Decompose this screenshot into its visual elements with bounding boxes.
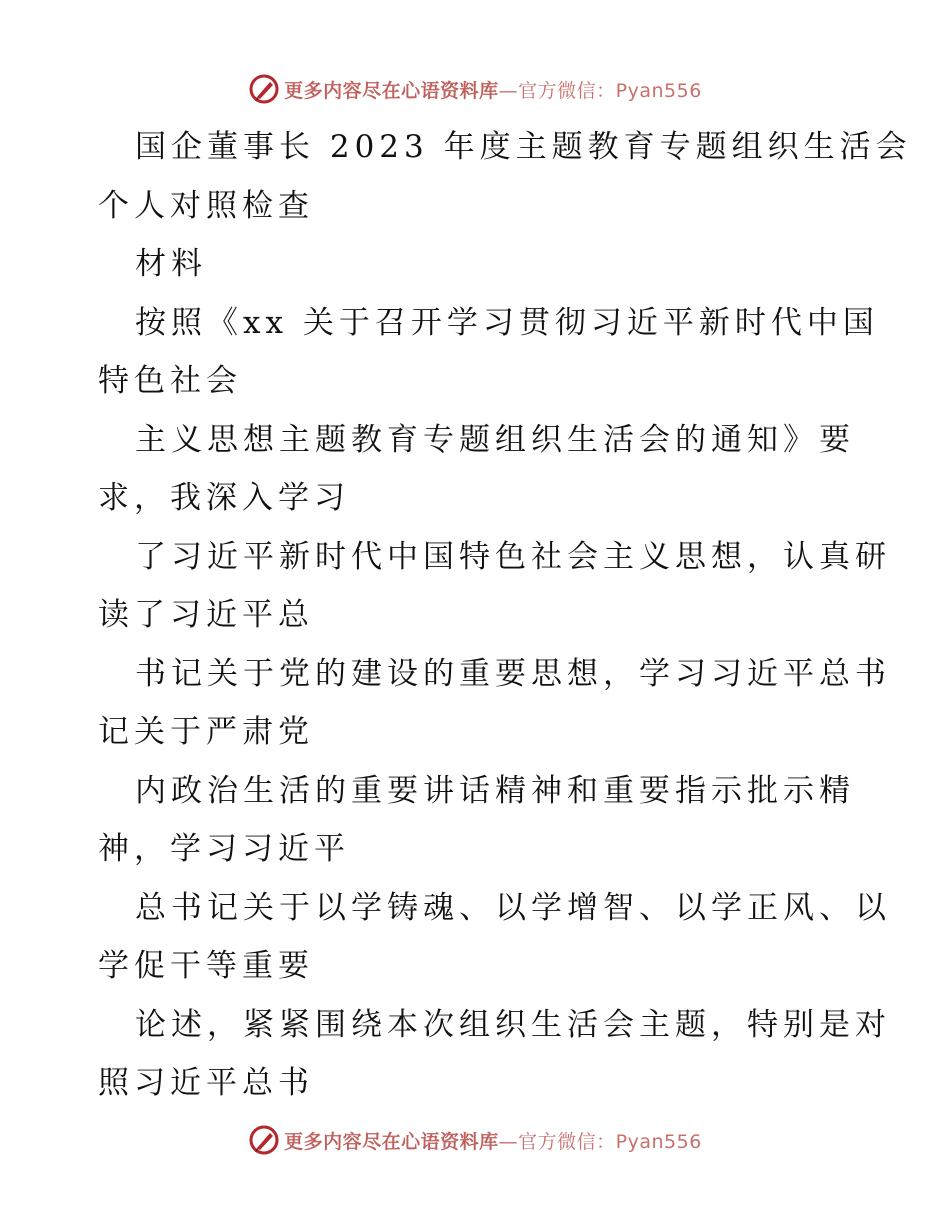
footer-site-text: 更多内容尽在心语资料库: [284, 1130, 499, 1153]
document-line: 求，我深入学习: [98, 480, 350, 516]
quill-logo-icon: [248, 73, 280, 105]
footer-contact-text: 官方微信：Pyan556: [518, 1130, 702, 1153]
document-body: [98, 118, 912, 1113]
document-line: 国企董事长 2023 年度主题教育专题组织生活会: [135, 129, 912, 165]
footer-banner: [0, 1123, 950, 1157]
footer-banner-text: [284, 1127, 702, 1154]
document-line: 书记关于党的建设的重要思想，学习习近平总书: [135, 655, 891, 692]
document-line: 神，学习习近平: [98, 831, 350, 867]
document-line: 学促干等重要: [98, 948, 314, 984]
document-line: 照习近平总书: [98, 1065, 314, 1101]
header-banner-text: [284, 76, 702, 103]
document-line: 总书记关于以学铸魂、以学增智、以学正风、以: [135, 889, 891, 926]
header-site-text: 更多内容尽在心语资料库: [284, 79, 499, 102]
document-line: 了习近平新时代中国特色社会主义思想，认真研: [135, 538, 891, 575]
document-line: 内政治生活的重要讲话精神和重要指示批示精: [135, 772, 855, 809]
document-line: 材料: [135, 246, 207, 282]
document-line: 特色社会: [98, 363, 242, 399]
header-dash: —: [498, 79, 519, 102]
document-line: 读了习近平总: [98, 597, 314, 633]
document-line: 按照《xx 关于召开学习贯彻习近平新时代中国: [135, 304, 879, 341]
footer-dash: —: [498, 1130, 519, 1153]
document-line: 个人对照检查: [98, 187, 314, 224]
document-line: 论述，紧紧围绕本次组织生活会主题，特别是对: [135, 1006, 891, 1043]
header-contact-text: 官方微信：Pyan556: [518, 79, 702, 102]
quill-logo-icon: [248, 1124, 280, 1156]
document-line: 主义思想主题教育专题组织生活会的通知》要: [135, 421, 855, 458]
document-line: 记关于严肃党: [98, 714, 314, 750]
header-banner: [0, 72, 950, 106]
